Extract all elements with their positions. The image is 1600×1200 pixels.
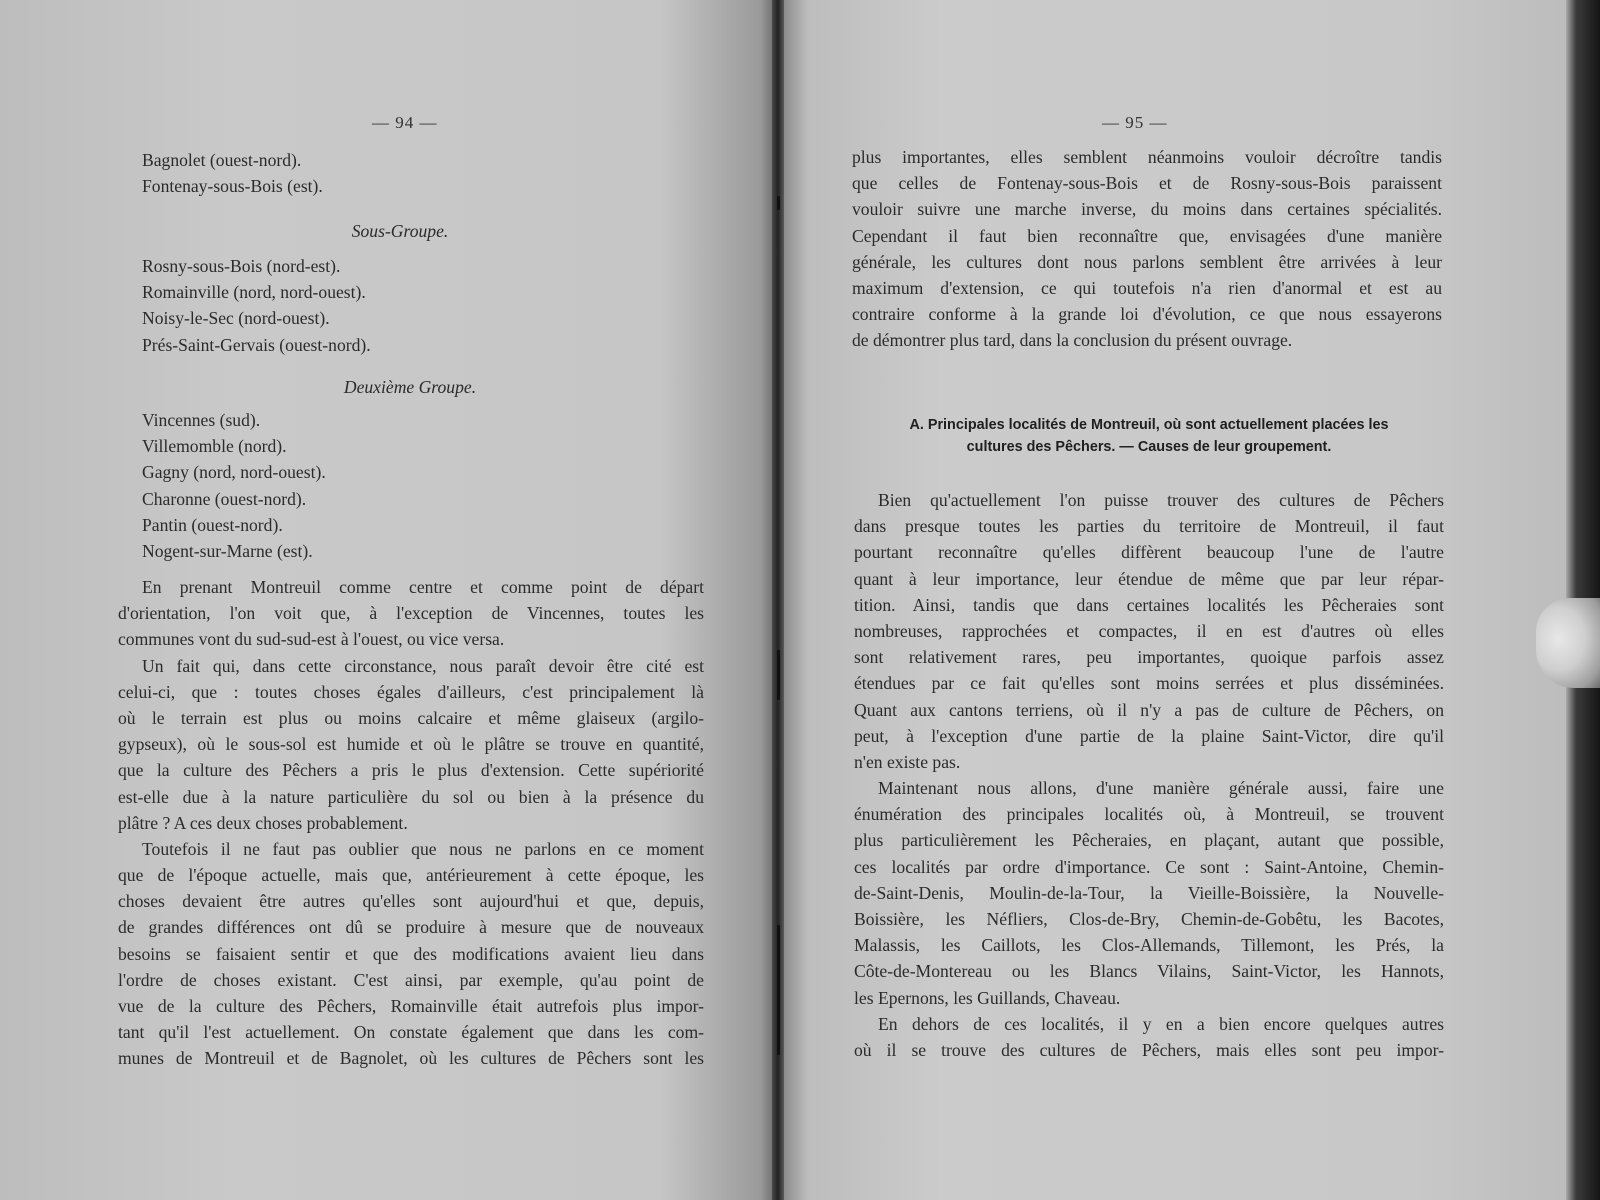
text-line: vouloir suivre une marche inverse, du moins dans certaines spécialités. xyxy=(852,199,1442,220)
thumb-holding-page xyxy=(1536,598,1600,688)
text-line: celui-ci, que : toutes choses égales d'ailleurs, c'est principalement là xyxy=(118,681,704,702)
text-line: énumération des principales localités où, à Montreuil, se trouvent xyxy=(854,804,1444,825)
paragraph-continuation xyxy=(852,144,1442,354)
list-item: Rosny-sous-Bois (nord-est). xyxy=(142,256,341,276)
text-line: générale, les cultures dont nous parlons semblent être arrivées à leur xyxy=(852,251,1442,272)
text-line: Maintenant nous allons, d'une manière générale aussi, faire une xyxy=(878,778,1444,799)
list-item: Romainville (nord, nord-ouest). xyxy=(142,282,366,303)
text-line: maximum d'extension, ce qui toutefois n'a rien d'anormal et est au xyxy=(852,277,1442,298)
text-line: nombreuses, rapprochées et compactes, il en est d'autres où elles xyxy=(854,620,1444,641)
list-item: Pantin (ouest-nord). xyxy=(142,514,283,535)
text-line: choses devaient être autres qu'elles sont aujourd'hui et que, depuis, xyxy=(118,891,704,912)
text-line: que celles de Fontenay-sous-Bois et de Rosny-sous-Bois paraissent xyxy=(852,173,1442,194)
text-line: Cependant il faut bien reconnaître que, envisagées d'une manière xyxy=(852,225,1442,246)
text-line: que de l'époque actuelle, mais que, antérieurement à cette époque, les xyxy=(118,865,704,886)
text-line: peut, à l'exception d'une partie de la plaine Saint-Victor, dire qu'il xyxy=(854,725,1444,746)
deuxieme-groupe-heading: Deuxième Groupe. xyxy=(343,377,477,397)
list-item: Vincennes (sud). xyxy=(142,410,261,430)
text-line: Bien qu'actuellement l'on puisse trouver des cultures de Pêchers xyxy=(878,490,1444,510)
text-line: plâtre ? A ces deux choses probablement. xyxy=(118,812,408,833)
binding-stitch xyxy=(777,196,780,210)
text-line: dans presque toutes les parties du territoire de Montreuil, il faut xyxy=(854,516,1444,537)
text-line: Malassis, les Caillots, les Clos-Allemands, Tillemont, les Prés, la xyxy=(854,935,1444,956)
text-line: plus particulièrement les Pêcheraies, en plaçant, autant que possible, xyxy=(854,830,1444,851)
text-line: gypseux), où le sous-sol est humide et où le plâtre se trouve en quantité, xyxy=(118,734,704,755)
text-line: Boissière, les Néfliers, Clos-de-Bry, Chemin-de-Gobêtu, les Bacotes, xyxy=(854,909,1444,929)
binding-stitch xyxy=(777,925,780,1055)
text-line: communes vont du sud-sud-est à l'ouest, ou vice versa. xyxy=(118,629,505,650)
text-line: de démontrer plus tard, dans la conclusion du présent ouvrage. xyxy=(852,330,1293,351)
text-line: tition. Ainsi, tandis que dans certaines localités les Pêcheraies sont xyxy=(854,594,1444,615)
sous-groupe-heading: Sous-Groupe. xyxy=(351,221,449,241)
text-line: n'en existe pas. xyxy=(854,751,961,772)
text-line: plus importantes, elles semblent néanmoins vouloir décroître tandis xyxy=(852,147,1442,167)
text-line: sont relativement rares, peu importantes, quoique parfois assez xyxy=(854,647,1444,668)
text-line: d'orientation, l'on voit que, à l'exception de Vincennes, toutes les xyxy=(118,603,704,624)
list-item: Nogent-sur-Marne (est). xyxy=(142,540,313,561)
text-line: Quant aux cantons terriens, où il n'y a pas de culture de Pêchers, on xyxy=(854,699,1444,720)
paragraph-localites xyxy=(854,487,1444,1063)
text-line: tant qu'il l'est actuellement. On constate également que dans les com- xyxy=(118,1022,704,1043)
deuxieme-groupe-list xyxy=(142,407,702,564)
text-line: contraire conforme à la grande loi d'évolution, ce que nous essayerons xyxy=(852,304,1442,325)
list-item: Charonne (ouest-nord). xyxy=(142,488,307,509)
text-line: l'ordre de choses existant. C'est ainsi, par exemple, qu'au point de xyxy=(118,969,704,990)
text-line: où il se trouve des cultures de Pêchers, mais elles sont peu impor- xyxy=(854,1039,1444,1060)
book-gutter xyxy=(772,0,784,1200)
section-heading-line: cultures des Pêchers. — Causes de leur groupement. xyxy=(966,439,1332,455)
text-line: En prenant Montreuil comme centre et comme point de départ xyxy=(142,577,704,597)
sous-groupe-list xyxy=(142,253,702,358)
list-item: Fontenay-sous-Bois (est). xyxy=(142,176,323,197)
list-item: Prés-Saint-Gervais (ouest-nord). xyxy=(142,334,371,355)
list-item: Bagnolet (ouest-nord). xyxy=(142,150,302,170)
text-line: Un fait qui, dans cette circonstance, nous paraît devoir être cité est xyxy=(142,655,704,676)
text-line: Toutefois il ne faut pas oublier que nous ne parlons en ce moment xyxy=(142,838,704,859)
section-heading xyxy=(844,414,1454,458)
text-line: ces localités par ordre d'importance. Ce sont : Saint-Antoine, Chemin- xyxy=(854,856,1444,877)
text-line: les Epernons, les Guillands, Chaveau. xyxy=(854,987,1121,1008)
page-number-right: — 95 — xyxy=(1102,113,1168,132)
text-line: que la culture des Pêchers a pris le plus d'extension. Cette supériorité xyxy=(118,760,704,781)
text-line: de grandes différences ont dû se produire à mesure que de nouveaux xyxy=(118,917,704,938)
binding-stitch xyxy=(777,650,780,700)
text-line: où le terrain est plus ou moins calcaire et même glaiseux (argilo- xyxy=(118,707,704,728)
text-line: est-elle due à la nature particulière du sol ou bien à la présence du xyxy=(118,786,704,807)
text-line: vue de la culture des Pêchers, Romainville était autrefois plus impor- xyxy=(118,996,704,1016)
section-heading-line: A. Principales localités de Montreuil, où sont actuellement placées les xyxy=(909,417,1389,433)
text-line: quant à leur importance, leur étendue de même que par leur répar- xyxy=(854,568,1444,589)
left-page xyxy=(0,0,776,1200)
text-line: munes de Montreuil et de Bagnolet, où les cultures de Pêchers sont les xyxy=(118,1048,704,1069)
place-list-intro xyxy=(142,147,702,199)
paragraph-orientation xyxy=(118,574,704,1072)
right-page xyxy=(784,0,1572,1200)
text-line: étendues par ce fait qu'elles sont moins serrées et plus disséminées. xyxy=(854,673,1444,694)
list-item: Villemomble (nord). xyxy=(142,436,287,457)
list-item: Gagny (nord, nord-ouest). xyxy=(142,462,326,483)
text-line: pourtant reconnaître qu'elles diffèrent beaucoup l'une de l'autre xyxy=(854,542,1444,563)
text-line: besoins se faisaient sentir et que des modifications avaient lieu dans xyxy=(118,943,704,964)
text-line: de-Saint-Denis, Moulin-de-la-Tour, la Vieille-Boissière, la Nouvelle- xyxy=(854,882,1444,903)
text-line: Côte-de-Montereau ou les Blancs Vilains, Saint-Victor, les Hannots, xyxy=(854,961,1444,982)
page-number-left: — 94 — xyxy=(372,113,438,132)
list-item: Noisy-le-Sec (nord-ouest). xyxy=(142,308,330,329)
text-line: En dehors de ces localités, il y en a bien encore quelques autres xyxy=(878,1013,1444,1034)
